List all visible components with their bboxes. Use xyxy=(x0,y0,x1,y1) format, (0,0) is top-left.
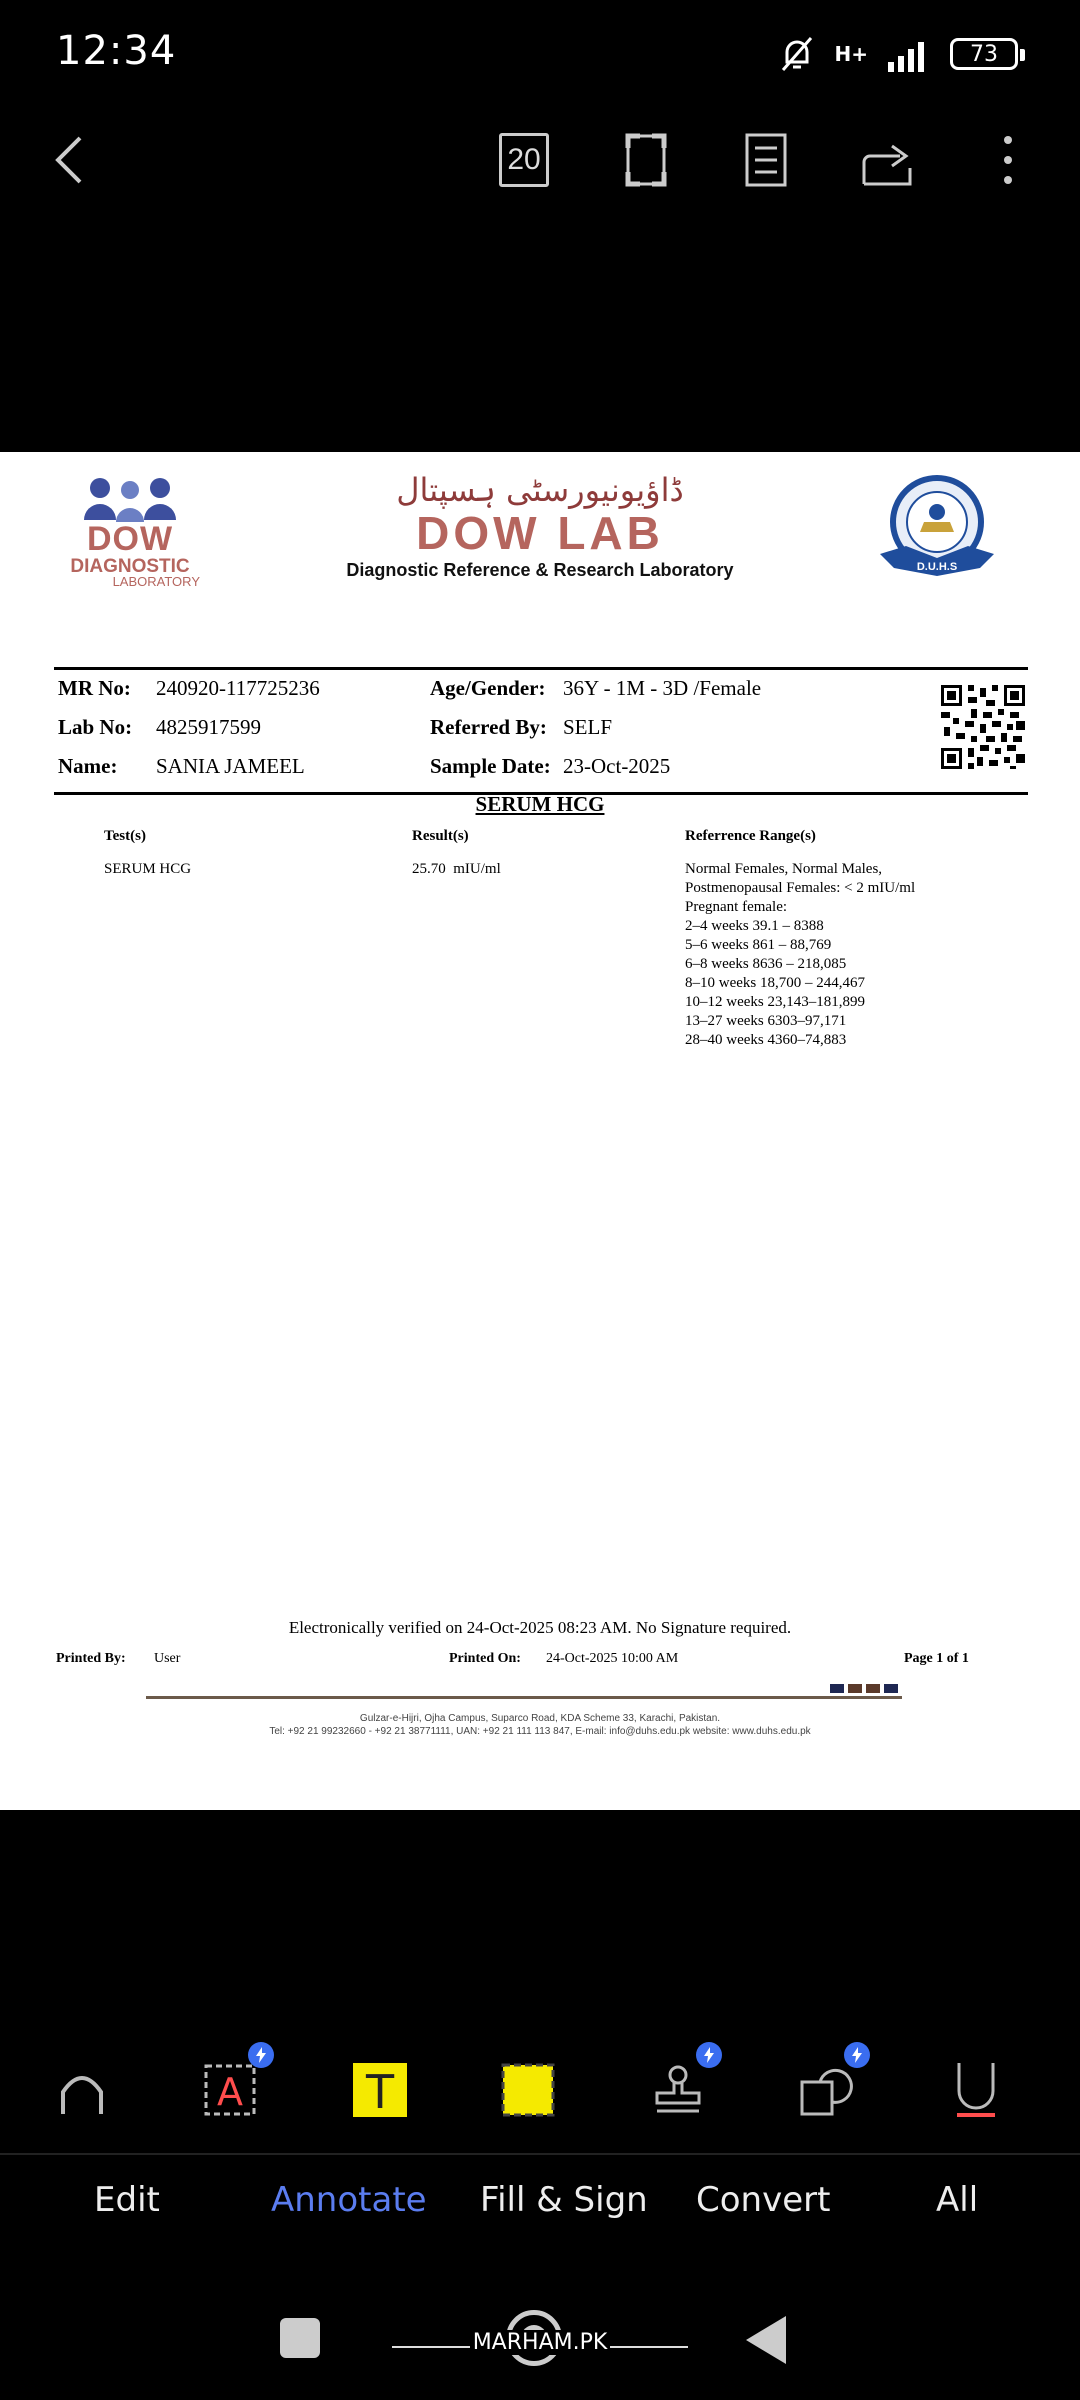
name-field xyxy=(58,754,305,779)
lab-subtitle: Diagnostic Reference & Research Laboratory xyxy=(346,560,734,580)
range-line: 2–4 weeks 39.1 – 8388 xyxy=(685,918,824,934)
back-button[interactable] xyxy=(34,120,106,200)
top-toolbar xyxy=(0,120,1080,200)
tab-edit[interactable]: Edit xyxy=(94,2180,160,2220)
mr-label: MR No: xyxy=(58,676,131,700)
premium-badge xyxy=(248,2042,274,2068)
lab-number-field xyxy=(58,715,261,740)
sample-label: Sample Date: xyxy=(430,754,551,778)
printed-by-value: User xyxy=(154,1651,181,1666)
report-title: SERUM HCG xyxy=(475,792,605,816)
range-line: 8–10 weeks 18,700 – 244,467 xyxy=(685,975,865,991)
typewriter-tool[interactable] xyxy=(340,2050,420,2130)
tab-fill-sign[interactable]: Fill & Sign xyxy=(480,2180,648,2220)
battery-level: 73 xyxy=(970,41,998,67)
premium-badge xyxy=(844,2042,870,2068)
range-line: 5–6 weeks 861 – 88,769 xyxy=(685,937,832,953)
qr-code xyxy=(938,682,1028,772)
document-page[interactable] xyxy=(0,452,1080,1810)
lab-no-value: 4825917599 xyxy=(156,715,261,739)
patient-info xyxy=(54,667,1028,795)
underline-tool[interactable] xyxy=(936,2050,1016,2130)
footer-contact: Tel: +92 21 99232660 - +92 21 38771111, UAN: +92 21 111 113 847, E-mail: info@duhs.edu.pk website: www.duhs.edu.pk xyxy=(269,1726,811,1737)
range-line: 6–8 weeks 8636 – 218,085 xyxy=(685,956,847,972)
network-type: H+ xyxy=(834,42,868,66)
fullscreen-icon xyxy=(624,132,668,188)
urdu-title: ڈاؤیونیورسٹی ہسپتال xyxy=(396,471,684,509)
mr-value: 240920-117725236 xyxy=(156,676,320,700)
range-line: Pregnant female: xyxy=(685,899,788,915)
name-label: Name: xyxy=(58,754,118,778)
footer-rule xyxy=(146,1696,902,1699)
share-button[interactable] xyxy=(852,120,924,200)
result-value-cell: 25.70 mIU/ml xyxy=(412,861,501,877)
toolbar-divider xyxy=(0,2153,1080,2155)
lightning-icon xyxy=(702,2047,716,2063)
text-box-icon xyxy=(204,2064,256,2116)
age-value: 36Y - 1M - 3D /Female xyxy=(563,676,762,700)
page-info: Page 1 of 1 xyxy=(904,1651,969,1666)
text-highlight-icon xyxy=(353,2063,407,2117)
range-line: 13–27 weeks 6303–97,171 xyxy=(685,1013,847,1029)
footer-address: Gulzar-e-Hijri, Ojha Campus, Suparco Road, KDA Scheme 33, Karachi, Pakistan. xyxy=(359,1713,721,1724)
lightning-icon xyxy=(850,2047,864,2063)
pen-icon xyxy=(57,2062,107,2118)
watermark: MARHAM.PK xyxy=(470,2330,610,2355)
printed-by-label: Printed By: xyxy=(56,1651,126,1666)
sample-value: 23-Oct-2025 xyxy=(563,754,671,778)
text-box-tool[interactable] xyxy=(190,2050,270,2130)
page-count-button[interactable] xyxy=(488,120,560,200)
page-count: 20 xyxy=(499,133,549,187)
result-column-header: Result(s) xyxy=(412,828,469,844)
logo-word-diagnostic: DIAGNOSTIC xyxy=(70,556,190,577)
verification-note: Electronically verified on 24-Oct-2025 08:23 AM. No Signature required. xyxy=(288,1618,792,1637)
underline-icon xyxy=(953,2061,999,2119)
printed-on-label: Printed On: xyxy=(449,1651,521,1666)
annotate-tools xyxy=(0,2050,1080,2130)
more-menu-button[interactable] xyxy=(972,120,1044,200)
test-name-cell: SERUM HCG xyxy=(104,861,192,877)
sample-date-field xyxy=(430,754,670,779)
document-icon xyxy=(744,132,788,188)
signal-icon xyxy=(886,36,932,72)
bell-muted-icon xyxy=(777,34,817,74)
status-bar xyxy=(0,0,1080,110)
test-column-header: Test(s) xyxy=(104,828,146,844)
area-highlight-tool[interactable] xyxy=(488,2050,568,2130)
tab-all[interactable]: All xyxy=(936,2180,979,2220)
dow-diagnostic-logo xyxy=(60,476,200,588)
stamp-icon xyxy=(651,2063,705,2117)
tab-convert[interactable]: Convert xyxy=(696,2180,831,2220)
text-box-letter: A xyxy=(217,2070,243,2114)
battery-icon xyxy=(950,38,1018,70)
range-line: Normal Females, Normal Males, xyxy=(685,861,883,877)
age-label: Age/Gender: xyxy=(430,676,546,700)
age-gender-field xyxy=(430,676,761,701)
recents-button[interactable] xyxy=(280,2318,320,2358)
range-line: Postmenopausal Females: < 2 mIU/ml xyxy=(685,880,916,896)
fullscreen-button[interactable] xyxy=(610,120,682,200)
mr-number-field xyxy=(58,676,320,701)
lab-title-block xyxy=(300,470,780,581)
stamp-tool[interactable] xyxy=(638,2050,718,2130)
tab-annotate[interactable]: Annotate xyxy=(271,2180,427,2220)
referred-value: SELF xyxy=(563,715,613,739)
pen-tool[interactable] xyxy=(42,2050,122,2130)
referred-by-field xyxy=(430,715,612,740)
area-highlight-icon xyxy=(501,2063,555,2117)
duhs-seal-logo xyxy=(876,472,998,588)
back-nav-button[interactable] xyxy=(746,2316,786,2364)
lab-no-label: Lab No: xyxy=(58,715,133,739)
printed-on-value: 24-Oct-2025 10:00 AM xyxy=(546,1651,679,1666)
name-value: SANIA JAMEEL xyxy=(156,754,305,778)
more-vertical-icon xyxy=(998,132,1018,188)
share-icon xyxy=(860,132,916,188)
lab-name: DOW LAB xyxy=(416,507,664,559)
lightning-icon xyxy=(254,2047,268,2063)
chevron-left-icon xyxy=(50,132,90,188)
reading-mode-button[interactable] xyxy=(730,120,802,200)
logo-word-laboratory: LABORATORY xyxy=(112,574,200,589)
system-nav-bar xyxy=(0,2300,1080,2370)
referred-label: Referred By: xyxy=(430,715,547,739)
range-column-header: Referrence Range(s) xyxy=(685,828,816,844)
premium-badge xyxy=(696,2042,722,2068)
reference-range-cell xyxy=(685,860,915,1050)
mode-tabs xyxy=(0,2180,1080,2240)
range-line: 10–12 weeks 23,143–181,899 xyxy=(685,994,865,1010)
type-letter: T xyxy=(365,2065,395,2117)
clock: 12:34 xyxy=(56,28,177,74)
footer-decoration xyxy=(830,1684,898,1693)
status-icons xyxy=(777,30,1019,78)
logo-word-dow: DOW xyxy=(86,520,174,558)
seal-text: D.U.H.S xyxy=(916,561,958,573)
range-line: 28–40 weeks 4360–74,883 xyxy=(685,1032,847,1048)
shapes-icon xyxy=(798,2062,854,2118)
shapes-tool[interactable] xyxy=(786,2050,866,2130)
report-header xyxy=(0,452,1080,612)
